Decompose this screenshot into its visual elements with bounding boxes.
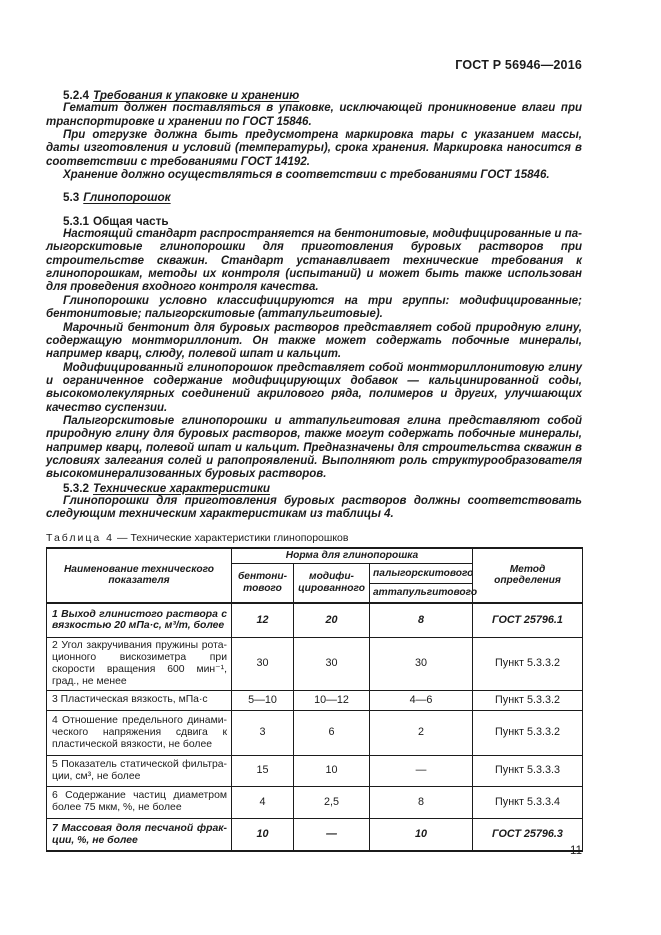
modified-value-cell: 10—12: [294, 690, 370, 710]
bentonite-value-cell: 15: [232, 755, 294, 786]
palygorskite-value-cell: 4—6: [370, 690, 473, 710]
row-indicator-cell: 1 Выход глинистого раствора с вязкостью 20 мПа·с, м³/т, более: [47, 603, 232, 638]
palygorskite-value-cell: 10: [370, 818, 473, 851]
paragraph-classification: Глинопорошки условно классифицируются на три группы: модифицированные; бентонитовые; палыгорскитовые (аттапульгитовые).: [46, 294, 582, 321]
bentonite-value-cell: 10: [232, 818, 294, 851]
method-cell: Пункт 5.3.3.2: [473, 690, 583, 710]
heading-5-3-1-title: Общая часть: [93, 214, 169, 228]
table-row: [47, 755, 583, 786]
modified-value-cell: 6: [294, 710, 370, 755]
palygorskite-value-cell: —: [370, 755, 473, 786]
row-indicator-cell: 5 Показатель статической фильтрации, см³, не более: [47, 755, 232, 786]
bentonite-value-cell: 3: [232, 710, 294, 755]
heading-5-2-4: [46, 89, 582, 102]
table-row: [47, 638, 583, 691]
column-header-norm-group: Норма для глинопорошка: [232, 548, 473, 564]
column-header-palygorskite: палыгорскитового: [370, 564, 473, 584]
column-header-method: Метод определения: [473, 548, 583, 603]
paragraph-modified-claypowder: Модифицированный глинопорошок представляет собой монтмориллонитовую глину и ограниченное содержание модифицирующих добавок — кальцинированной соды, высокомолекулярных соединений акрилового ряда, полимеров и других, улучшающих качество суспензии.: [46, 361, 582, 414]
column-header-bentonite: бентони-тового: [232, 564, 294, 603]
bentonite-value-cell: 4: [232, 786, 294, 818]
column-header-modified: модифи-цированного: [294, 564, 370, 603]
palygorskite-value-cell: 30: [370, 638, 473, 691]
bentonite-value-cell: 12: [232, 603, 294, 638]
table-caption-label: Таблица 4: [46, 531, 114, 544]
row-indicator-cell: 7 Массовая доля песчаной фракции, %, не более: [47, 818, 232, 851]
table-row: [47, 710, 583, 755]
bentonite-value-cell: 30: [232, 638, 294, 691]
paragraph-standard-scope: Настоящий стандарт распространяется на бентонитовые, модифицированные и палыгорскитовые глинопорошки для приготовления буровых растворов при строительстве скважин. Стандарт устанавливает технические требования к глинопорошкам, методы их контроля (испытаний) и может быть также использован для проведения входного контроля качества.: [46, 228, 582, 294]
method-cell: ГОСТ 25796.3: [473, 818, 583, 851]
method-cell: Пункт 5.3.3.2: [473, 710, 583, 755]
table-row: [47, 818, 583, 851]
table-caption: [46, 532, 582, 544]
row-indicator-cell: 2 Угол закручивания пружины ротационного вискозиметра при скорости вращения 600 мин⁻¹, град., не менее: [47, 638, 232, 691]
table-header: [47, 548, 583, 603]
palygorskite-value-cell: 8: [370, 786, 473, 818]
heading-5-3-2: [46, 482, 582, 495]
method-cell: Пункт 5.3.3.4: [473, 786, 583, 818]
heading-5-3-title: Глинопорошок: [83, 191, 171, 205]
table-caption-dash: —: [116, 531, 128, 544]
table-body: [47, 603, 583, 852]
heading-5-3-2-number: 5.3.2: [63, 481, 89, 495]
page-number: 11: [570, 845, 582, 857]
heading-5-3-1: [46, 215, 582, 228]
heading-5-3-1-number: 5.3.1: [63, 214, 89, 228]
modified-value-cell: —: [294, 818, 370, 851]
heading-5-2-4-title: Требования к упаковке и хранению: [93, 89, 300, 102]
table-row: [47, 603, 583, 638]
paragraph-shipping-marking: При отгрузке должна быть предусмотрена маркировка тары с указанием массы, даты изготовления и условий (температуры), срока хранения. Маркировка наносится в соответствии с требованиями ГОСТ 14192.: [46, 129, 582, 168]
column-header-indicator: Наименование технического показателя: [47, 548, 232, 603]
table-row: [47, 690, 583, 710]
paragraph-table-intro: Глинопорошки для приготовления буровых растворов должны соответствовать следующим техническим характеристикам из таблицы 4.: [46, 494, 582, 521]
modified-value-cell: 10: [294, 755, 370, 786]
body-text-block: [46, 89, 582, 852]
bentonite-value-cell: 5—10: [232, 690, 294, 710]
modified-value-cell: 2,5: [294, 786, 370, 818]
row-indicator-cell: 4 Отношение предельного динамического напряжения сдвига к пластической вязкости, не более: [47, 710, 232, 755]
palygorskite-value-cell: 8: [370, 603, 473, 638]
paragraph-hematite-packaging: Гематит должен поставляться в упаковке, исключающей проникновение влаги при транспортировке и хранении по ГОСТ 15846.: [46, 102, 582, 128]
method-cell: ГОСТ 25796.1: [473, 603, 583, 638]
heading-5-3-number: 5.3: [63, 191, 80, 205]
modified-value-cell: 20: [294, 603, 370, 638]
column-header-attapulgite: аттапульгитового: [370, 584, 473, 603]
paragraph-bentonite-description: Марочный бентонит для буровых растворов представляет собой природную глину, содержащую монтмориллонит. Он также может содержать побочные минералы, например кварц, слюду, полевой шпат и кальцит.: [46, 321, 582, 361]
heading-5-3: [46, 191, 582, 204]
row-indicator-cell: 6 Содержание частиц диаметром более 75 мкм, %, не более: [47, 786, 232, 818]
paragraph-storage: Хранение должно осуществляться в соответствии с требованиями ГОСТ 15846.: [63, 169, 550, 182]
page-content: [46, 58, 582, 852]
document-code-header: ГОСТ Р 56946—2016: [455, 58, 582, 72]
palygorskite-value-cell: 2: [370, 710, 473, 755]
table-row: [47, 786, 583, 818]
paragraph-palygorskite-description: Палыгорскитовые глинопорошки и аттапульгитовая глина представляют собой природную глину для буровых растворов, также могут содержать побочные минералы, например кварц, полевой шпат и кальцит. Предназначены для строительства скважин в условиях залегания солей и рапопроявлений. Выполняют роль структурообразователя высокоминерализованных буровых растворов.: [46, 414, 582, 481]
modified-value-cell: 30: [294, 638, 370, 691]
row-indicator-cell: 3 Пластическая вязкость, мПа·с: [47, 690, 232, 710]
method-cell: Пункт 5.3.3.2: [473, 638, 583, 691]
method-cell: Пункт 5.3.3.3: [473, 755, 583, 786]
table-caption-title: Технические характеристики глинопорошков: [130, 531, 349, 544]
heading-5-3-2-title: Технические характеристики: [93, 481, 271, 495]
technical-characteristics-table: [46, 547, 583, 853]
heading-5-2-4-number: 5.2.4: [63, 89, 89, 102]
